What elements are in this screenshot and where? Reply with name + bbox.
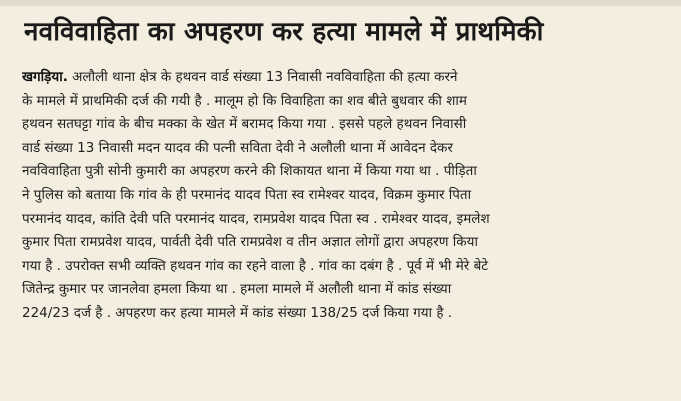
article-line-3: हथवन सतघट्टा गांव के बीच मक्का के खेत में बरामद किया गया . इससे पहले हथवन निवासी bbox=[22, 116, 467, 133]
masthead-fragment bbox=[332, 0, 482, 4]
article-line-5: नवविवाहिता पुत्री सोनी कुमारी का अपहरण करने की शिकायत थाना में किया गया था . पीड़िता bbox=[22, 163, 477, 180]
article-line-2: के मामले में प्राथमिकी दर्ज की गयी है . मालूम हो कि विवाहिता का शव बीते बुधवार की शाम bbox=[22, 92, 467, 109]
article-line-1-text: अलौली थाना क्षेत्र के हथवन वार्ड संख्या 13 निवासी नवविवाहिता की हत्या करने bbox=[67, 69, 458, 85]
article-line-11: 224/23 दर्ज है . अपहरण कर हत्या मामले में कांड संख्या 138/25 दर्ज किया गया है . bbox=[22, 304, 453, 321]
article-line-1 bbox=[22, 66, 670, 90]
headline: नवविवाहिता का अपहरण कर हत्या मामले में प्राथमिकी bbox=[24, 17, 544, 47]
article-line-10: जितेन्द्र कुमार पर जानलेवा हमला किया था . हमला मामले में अलौली थाना में कांड संख्या bbox=[22, 281, 452, 298]
article-line-8: कुमार पिता रामप्रवेश यादव, पार्वती देवी पति रामप्रवेश व तीन अज्ञात लोगों द्वारा अपहरण किया bbox=[22, 234, 478, 251]
dateline: खगड़िया. bbox=[22, 69, 68, 85]
article-line-7: परमानंद यादव, कांति देवी पति परमानंद यादव, रामप्रवेश यादव पिता स्व . रामेश्वर यादव, इमलेश bbox=[22, 210, 490, 227]
article-line-6: ने पुलिस को बताया कि गांव के ही परमानंद यादव पिता स्व रामेश्वर यादव, विक्रम कुमार पिता bbox=[22, 186, 472, 203]
article-line-9: गया है . उपरोक्त सभी व्यक्ति हथवन गांव का रहने वाला है . गांव का दबंग है . पूर्व में भी मेरे बेटे bbox=[22, 257, 489, 274]
article-body bbox=[22, 66, 670, 326]
article-line-4: वार्ड संख्या 13 निवासी मदन यादव की पत्नी सविता देवी ने अलौली थाना में आवेदन देकर bbox=[22, 139, 453, 156]
